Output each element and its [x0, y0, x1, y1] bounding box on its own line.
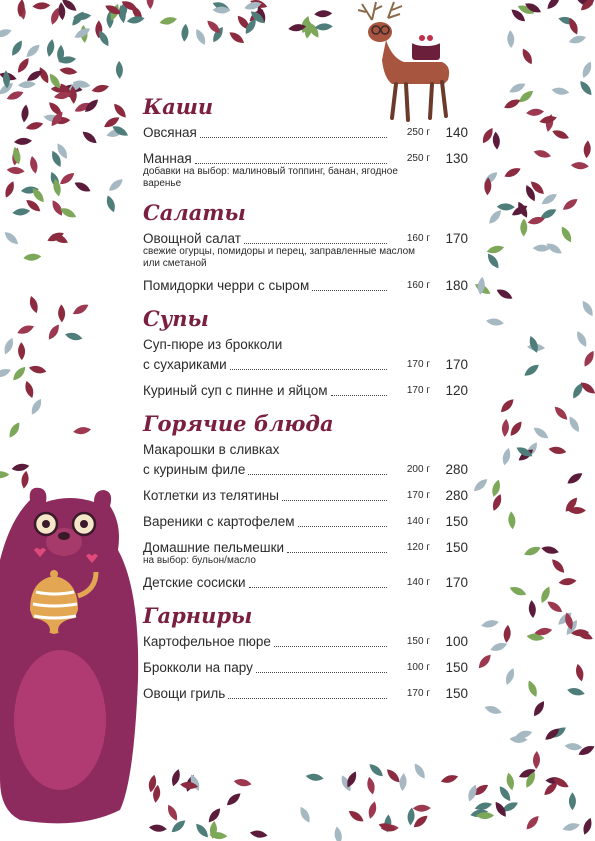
menu-section [143, 411, 468, 593]
leaf-shape [28, 364, 47, 375]
menu-section [143, 603, 468, 704]
item-weight: 170 г [406, 490, 430, 501]
item-name-text: Куриный суп с пинне и яйцом [143, 383, 328, 398]
leaf-shape [487, 208, 504, 226]
item-name [143, 123, 390, 143]
leaf-shape [476, 652, 493, 670]
leaf-shape [508, 419, 524, 438]
leaf-shape [541, 545, 560, 556]
leaf-shape [485, 252, 501, 271]
leaf-shape [533, 751, 541, 769]
item-name [143, 335, 390, 375]
leaf-shape [227, 30, 246, 46]
leaf-shape [565, 470, 584, 486]
leaf-shape [23, 380, 35, 399]
leaf-shape [480, 619, 499, 630]
leaf-shape [16, 323, 35, 336]
leaf-shape [15, 56, 31, 75]
item-name-line [143, 440, 390, 460]
item-name-line [143, 355, 390, 375]
menu-item [143, 335, 468, 375]
leaf-shape [505, 772, 516, 791]
menu-item [143, 440, 468, 480]
item-name-text: Котлетки из телятины [143, 488, 279, 503]
leaf-shape [107, 177, 125, 194]
menu-item [143, 381, 468, 401]
leaf-shape [503, 625, 512, 644]
leaf-shape [583, 140, 592, 159]
item-price: 150 [445, 514, 468, 529]
leaf-shape [367, 800, 378, 819]
item-name-text: Помидорки черри с сыром [143, 278, 310, 293]
leader-dots [230, 369, 387, 370]
leaf-shape [582, 349, 595, 368]
item-name [143, 381, 390, 401]
item-name-text: Овощи гриль [143, 686, 226, 701]
leaf-shape [24, 42, 42, 59]
leaf-shape [569, 792, 576, 810]
leaf-shape [193, 27, 208, 46]
leaf-shape [532, 425, 551, 441]
leaf-shape [28, 155, 39, 174]
leaf-shape [58, 304, 66, 322]
leader-dots [287, 552, 387, 553]
leaf-shape [347, 808, 366, 824]
item-name [143, 632, 390, 652]
leaf-shape [11, 462, 30, 472]
item-price: 170 [445, 575, 468, 590]
leaf-shape [407, 807, 416, 826]
item-name [143, 440, 390, 480]
leaf-shape [385, 767, 403, 785]
leaf-shape [2, 229, 20, 246]
item-name-text: Вареники с картофелем [143, 514, 295, 529]
item-price: 150 [445, 540, 468, 555]
leaf-shape [14, 137, 32, 145]
item-name [143, 684, 390, 704]
menu-item [143, 684, 468, 704]
item-price: 170 [445, 357, 468, 372]
item-weight: 150 г [406, 636, 430, 647]
leaf-shape [561, 196, 580, 212]
leaf-shape [501, 447, 512, 466]
leaf-shape [566, 686, 585, 697]
leaf-shape [524, 814, 541, 832]
leaf-shape [2, 336, 16, 355]
leaf-shape [29, 397, 44, 416]
menu-section [143, 306, 468, 401]
leaf-shape [531, 699, 547, 718]
leader-dots [244, 243, 387, 244]
leaf-shape [551, 128, 570, 141]
item-note: на выбор: бульон/масло [143, 555, 256, 566]
leaf-shape [399, 773, 408, 792]
menu-item [143, 658, 468, 678]
leader-dots [256, 672, 387, 673]
leaf-shape [298, 805, 313, 824]
item-name [143, 512, 390, 532]
leaf-shape [194, 821, 211, 839]
leaf-shape [508, 584, 527, 597]
item-price: 100 [445, 634, 468, 649]
section-title: Горячие блюда [143, 411, 334, 436]
leaf-shape [181, 23, 190, 42]
item-name-text: Макарошки в сливках [143, 442, 280, 457]
item-name-text: Брокколи на пару [143, 660, 253, 675]
leaf-shape [146, 0, 154, 9]
leaf-shape [28, 295, 40, 314]
leaf-shape [23, 253, 42, 262]
leaf-shape [412, 762, 428, 781]
leaf-shape [526, 108, 545, 117]
leaf-shape [486, 244, 505, 255]
item-price: 150 [445, 686, 468, 701]
leaf-shape [7, 421, 22, 440]
leaf-shape [46, 323, 62, 342]
leaf-shape [111, 101, 128, 119]
leaf-shape [523, 544, 542, 557]
leaf-shape [71, 302, 90, 317]
leaf-shape [562, 821, 581, 832]
item-price: 130 [445, 151, 468, 166]
bear-illustration [0, 480, 150, 841]
menu-item [143, 512, 468, 532]
leaf-shape [59, 66, 78, 75]
leaf-shape [18, 342, 26, 360]
leaf-shape [116, 61, 124, 79]
leaf-shape [314, 10, 332, 18]
leaf-shape [508, 81, 527, 95]
item-name-text: Детские сосиски [143, 575, 246, 590]
leaf-shape [499, 397, 517, 415]
item-price: 170 [445, 231, 468, 246]
leaf-shape [225, 791, 243, 808]
leader-dots [228, 698, 387, 699]
item-price: 180 [445, 278, 468, 293]
menu-item [143, 276, 468, 296]
section-title: Супы [143, 306, 209, 331]
item-name [143, 486, 390, 506]
item-name-text: Овощной салат [143, 231, 241, 246]
leaf-shape [567, 415, 582, 434]
item-price: 150 [445, 660, 468, 675]
item-name-line [143, 335, 390, 355]
leaf-shape [522, 362, 541, 378]
leaf-shape [508, 511, 517, 530]
section-title: Каши [143, 94, 214, 119]
leaf-shape [0, 471, 9, 478]
leaf-shape [0, 27, 13, 39]
item-name [143, 658, 390, 678]
item-name-text: Домашние пельмешки [143, 540, 285, 555]
leaf-shape [559, 225, 574, 244]
leaf-shape [32, 2, 50, 10]
menu-item [143, 123, 468, 143]
leaf-shape [80, 129, 98, 146]
leaf-shape [564, 742, 583, 751]
leaf-shape [170, 768, 182, 787]
item-name-line [143, 512, 390, 532]
leader-dots [195, 163, 387, 164]
leaf-shape [233, 778, 252, 788]
item-name-line [143, 123, 390, 143]
leaf-shape [20, 104, 29, 123]
item-weight: 250 г [406, 153, 430, 164]
leaf-shape [205, 18, 223, 36]
leader-dots [200, 137, 387, 138]
leaf-shape [558, 577, 577, 586]
leaf-shape [472, 476, 490, 493]
item-weight: 250 г [406, 127, 430, 138]
leaf-shape [169, 818, 187, 835]
leaf-shape [550, 557, 567, 575]
leaf-shape [492, 131, 501, 150]
item-price: 280 [445, 462, 468, 477]
leaf-shape [11, 365, 28, 383]
leaf-shape [413, 805, 431, 812]
leader-dots [274, 646, 387, 647]
leaf-shape [545, 0, 562, 11]
item-weight: 200 г [406, 464, 430, 475]
leaf-shape [12, 207, 31, 216]
leaf-shape [526, 679, 540, 698]
leaf-shape [574, 663, 585, 682]
item-name-text: Овсяная [143, 125, 197, 140]
menu-section [143, 94, 468, 190]
item-price: 120 [445, 383, 468, 398]
leaf-shape [367, 762, 385, 779]
leader-dots [249, 587, 387, 588]
leaf-shape [58, 170, 76, 187]
leaf-shape [104, 194, 117, 213]
leaf-shape [539, 585, 553, 604]
leaf-shape [18, 80, 37, 89]
leaf-shape [574, 329, 589, 348]
leaf-shape [507, 30, 515, 48]
leaf-shape [165, 803, 180, 822]
leader-dots [282, 500, 387, 501]
leaf-shape [497, 203, 515, 211]
leader-dots [298, 526, 387, 527]
leaf-shape [483, 704, 502, 716]
leaf-shape [580, 60, 594, 79]
item-weight: 160 г [406, 280, 430, 291]
leaf-shape [490, 493, 503, 512]
leaf-shape [489, 641, 508, 654]
leaf-shape [528, 600, 537, 619]
item-weight: 170 г [406, 385, 430, 396]
leaf-shape [249, 829, 268, 839]
item-name [143, 573, 390, 593]
leaf-shape [581, 817, 594, 836]
leaf-shape [0, 367, 12, 380]
leaf-shape [503, 165, 522, 179]
section-title: Гарниры [143, 603, 253, 628]
item-name-line [143, 684, 390, 704]
leaf-shape [64, 331, 83, 342]
item-name-text: Картофельное пюре [143, 634, 271, 649]
item-weight: 140 г [406, 516, 430, 527]
item-name-line [143, 573, 390, 593]
item-name-line [143, 658, 390, 678]
menu-item [143, 573, 468, 593]
leaf-shape [571, 162, 589, 170]
leaf-shape [520, 218, 527, 236]
menu-content [143, 94, 468, 714]
leaf-shape [45, 38, 55, 57]
item-price: 140 [445, 125, 468, 140]
leaf-shape [73, 426, 92, 435]
leaf-shape [149, 824, 168, 833]
item-note: добавки на выбор: малиновый топпинг, банан, ягодное варенье [143, 166, 398, 189]
item-name-text: Суп-пюре из брокколи [143, 337, 283, 352]
leaf-shape [504, 667, 517, 686]
menu-item [143, 632, 468, 652]
leaf-shape [503, 97, 522, 111]
item-name-line [143, 460, 390, 480]
leaf-shape [91, 83, 110, 94]
leaf-shape [6, 166, 25, 175]
item-name-text: с сухариками [143, 357, 227, 372]
leaf-shape [568, 34, 587, 46]
item-price: 280 [445, 488, 468, 503]
leaf-shape [533, 148, 552, 159]
leaf-shape [9, 39, 24, 58]
menu-item [143, 486, 468, 506]
leaf-shape [159, 15, 178, 26]
leaf-shape [580, 299, 595, 318]
leaf-shape [552, 404, 570, 422]
leaf-shape [25, 120, 44, 131]
leaf-shape [3, 180, 17, 199]
leaf-shape [50, 198, 65, 217]
leaf-shape [126, 15, 145, 25]
leaf-shape [486, 317, 505, 326]
item-weight: 170 г [406, 359, 430, 370]
menu-section [143, 200, 468, 296]
leaf-shape [495, 287, 514, 302]
leaf-shape [551, 86, 570, 96]
leaf-shape [333, 826, 343, 841]
item-name-text: Манная [143, 151, 192, 166]
leaf-shape [366, 776, 377, 795]
leaf-shape [501, 419, 510, 438]
leaf-shape [545, 599, 564, 615]
leader-dots [248, 474, 387, 475]
leaf-shape [548, 445, 567, 455]
leader-dots [331, 395, 387, 396]
item-name-line [143, 276, 390, 296]
leaf-shape [520, 47, 535, 66]
leaf-shape [73, 180, 92, 195]
item-note: свежие огурцы, помидоры и перец, заправленные маслом или сметаной [143, 246, 416, 269]
leaf-shape [578, 79, 595, 97]
item-weight: 170 г [406, 688, 430, 699]
leader-dots [312, 290, 387, 291]
item-name-text: с куриным филе [143, 462, 246, 477]
item-name-line [143, 486, 390, 506]
item-weight: 100 г [406, 662, 430, 673]
item-name-line [143, 632, 390, 652]
item-weight: 120 г [406, 542, 430, 553]
item-weight: 160 г [406, 233, 430, 244]
item-weight: 140 г [406, 577, 430, 588]
item-name [143, 276, 390, 296]
section-title: Салаты [143, 200, 246, 225]
leaf-shape [440, 773, 459, 785]
item-name-line [143, 381, 390, 401]
leaf-shape [305, 773, 324, 782]
